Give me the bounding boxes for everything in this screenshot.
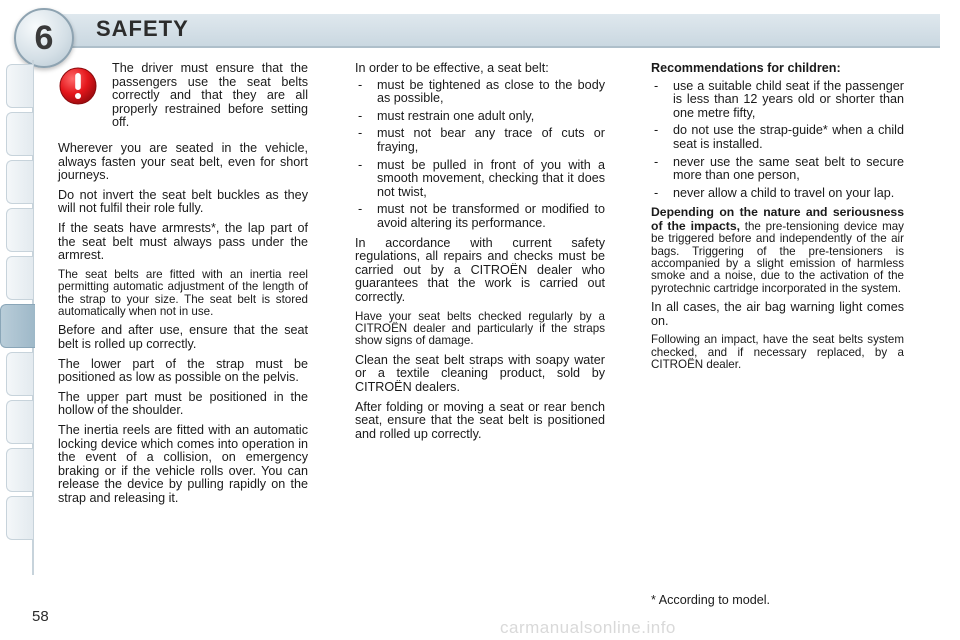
chapter-tab-9[interactable] — [6, 448, 33, 492]
section-heading: Recommendations for children: — [651, 61, 841, 75]
chapter-tab-6-active[interactable] — [0, 304, 35, 348]
list-item: - must be pulled in front of you with a smooth movement, checking that it does not twist, — [355, 159, 605, 200]
list-intro: In order to be effective, a seat belt: — [355, 61, 549, 75]
list-item: - never use the same seat belt to secure more than one person, — [651, 156, 904, 183]
paragraph-small: Have your seat belts checked regularly by a CITROËN dealer and particularly if the straps show signs of damage. — [355, 309, 605, 348]
paragraph: The inertia reels are fitted with an automatic locking device which comes into operation in the event of a collision, on emergency braking or if the vehicle rolls over. You can release the device by pulling rapidly on the strap and releasing it. — [58, 422, 308, 505]
chapter-tab-10[interactable] — [6, 496, 33, 540]
chapter-tab-4[interactable] — [6, 208, 33, 252]
header-divider — [40, 46, 940, 48]
chapter-tab-8[interactable] — [6, 400, 33, 444]
paragraph: Do not invert the seat belt buckles as they will not fulfil their role fully. — [58, 187, 308, 216]
paragraph: Before and after use, ensure that the seat belt is rolled up correctly. — [58, 323, 308, 351]
paragraph-small: The seat belts are fitted with an inertia reel permitting automatic adjustment of the length of the strap to your size. The seat belt is stored automatically when not in use. — [58, 267, 308, 318]
list-item: - must be tightened as close to the body as possible, — [355, 79, 605, 106]
paragraph: In all cases, the air bag warning light comes on. — [651, 300, 904, 328]
page-title: SAFETY — [96, 16, 189, 41]
chapter-tab-2[interactable] — [6, 112, 33, 156]
children-recommendations-list — [651, 80, 904, 201]
warning-block — [58, 62, 308, 136]
seat-belt-requirements-list — [355, 79, 605, 231]
list-item: - do not use the strap-guide* when a child seat is installed. — [651, 124, 904, 151]
paragraph: The upper part must be positioned in the hollow of the shoulder. — [58, 389, 308, 418]
chapter-tab-1[interactable] — [6, 64, 33, 108]
paragraph: The lower part of the strap must be positioned as low as possible on the pelvis. — [58, 356, 308, 385]
list-item: - use a suitable child seat if the passenger is less than 12 years old or shorter than one metre fifty, — [651, 80, 904, 121]
paragraph: After folding or moving a seat or rear bench seat, ensure that the seat belt is positioned and rolled up correctly. — [355, 399, 605, 441]
list-item: - must not be transformed or modified to avoid altering its performance. — [355, 203, 605, 230]
paragraph: Clean the seat belt straps with soapy water or a textile cleaning product, sold by CITROËN dealers. — [355, 352, 605, 394]
chapter-tab-5[interactable] — [6, 256, 33, 300]
paragraph: Wherever you are seated in the vehicle, always fasten your seat belt, even for short journeys. — [58, 140, 308, 183]
pretensioner-text: the pre-tensioning device may be triggered before and independently of the air bags. Triggering of the pre-tensioners is accompanied by a slight emission of harmless smoke and a noise, due to the activation of the pyrotechnic cartridge incorporated in the system. — [651, 219, 904, 295]
column-right — [651, 62, 904, 378]
column-middle — [355, 62, 605, 447]
column-left — [58, 62, 308, 511]
chapter-tab-3[interactable] — [6, 160, 33, 204]
paragraph-small: Following an impact, have the seat belts system checked, and if necessary replaced, by a CITROËN dealer. — [651, 333, 904, 372]
warning-exclamation-icon — [58, 66, 98, 106]
pretensioner-paragraph — [651, 206, 904, 295]
list-item: - never allow a child to travel on your lap. — [651, 187, 904, 201]
chapter-badge: 6 — [14, 8, 74, 68]
chapter-tabs — [0, 60, 34, 575]
list-item: - must not bear any trace of cuts or fraying, — [355, 127, 605, 154]
warning-text: The driver must ensure that the passengers use the seat belts correctly and that they are all properly restrained before setting off. — [112, 61, 308, 130]
chapter-tab-7[interactable] — [6, 352, 33, 396]
page-number: 58 — [32, 608, 49, 625]
paragraph: In accordance with current safety regulations, all repairs and checks must be carried out by a CITROËN dealer who guarantees that the work is carried out correctly. — [355, 235, 605, 304]
watermark: carmanualsonline.info — [500, 618, 676, 637]
paragraph: If the seats have armrests*, the lap part of the seat belt must always pass under the armrest. — [58, 220, 308, 263]
list-item: - must restrain one adult only, — [355, 110, 605, 124]
footnote: * According to model. — [651, 593, 771, 607]
pretensioner-lead: Depending on the nature and seriousness of the impacts, — [651, 205, 904, 233]
